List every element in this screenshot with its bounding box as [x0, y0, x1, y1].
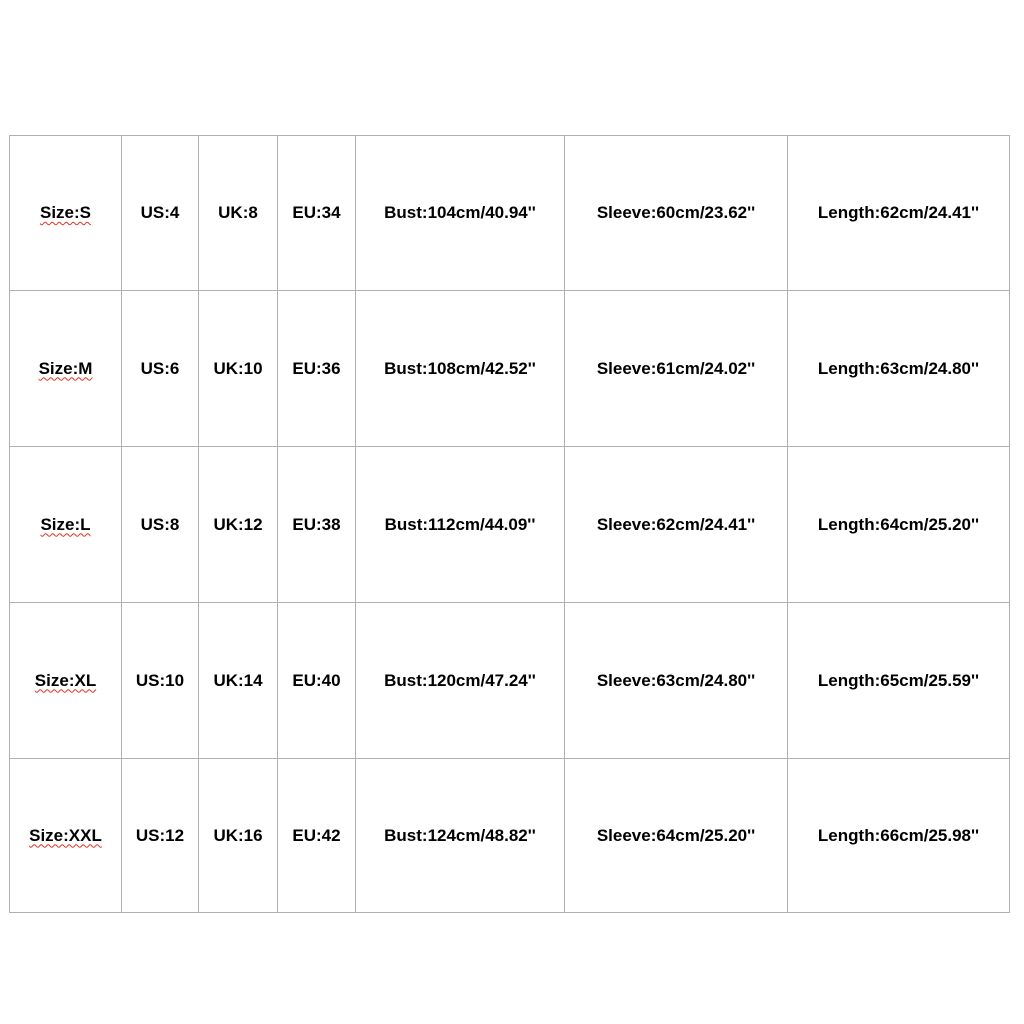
eu-size-cell: EU:42 [278, 759, 356, 913]
length-cell: Length:63cm/24.80'' [788, 291, 1010, 447]
table-row [10, 603, 1010, 759]
size-label: Size:S [39, 203, 92, 222]
uk-size-cell: UK:10 [199, 291, 278, 447]
table-row [10, 759, 1010, 913]
bust-cell: Bust:124cm/48.82'' [356, 759, 565, 913]
us-size-cell: US:6 [122, 291, 199, 447]
sleeve-cell: Sleeve:60cm/23.62'' [565, 136, 788, 291]
table-row [10, 291, 1010, 447]
size-label: Size:XL [34, 670, 97, 690]
size-chart-table [9, 135, 1010, 913]
size-cell [10, 603, 122, 759]
eu-size-cell: EU:38 [278, 447, 356, 603]
table-row [10, 136, 1010, 291]
uk-size-cell: UK:8 [199, 136, 278, 291]
us-size-cell: US:4 [122, 136, 199, 291]
size-cell [10, 136, 122, 291]
sleeve-cell: Sleeve:64cm/25.20'' [565, 759, 788, 913]
length-cell: Length:64cm/25.20'' [788, 447, 1010, 603]
length-cell: Length:62cm/24.41'' [788, 136, 1010, 291]
us-size-cell: US:12 [122, 759, 199, 913]
size-label: Size:L [40, 514, 91, 534]
bust-cell: Bust:120cm/47.24'' [356, 603, 565, 759]
us-size-cell: US:8 [122, 447, 199, 603]
sleeve-cell: Sleeve:62cm/24.41'' [565, 447, 788, 603]
eu-size-cell: EU:34 [278, 136, 356, 291]
size-cell [10, 291, 122, 447]
eu-size-cell: EU:36 [278, 291, 356, 447]
bust-cell: Bust:104cm/40.94'' [356, 136, 565, 291]
sleeve-cell: Sleeve:61cm/24.02'' [565, 291, 788, 447]
size-label: Size:XXL [29, 825, 102, 845]
bust-cell: Bust:108cm/42.52'' [356, 291, 565, 447]
length-cell: Length:66cm/25.98'' [788, 759, 1010, 913]
eu-size-cell: EU:40 [278, 603, 356, 759]
uk-size-cell: UK:14 [199, 603, 278, 759]
bust-cell: Bust:112cm/44.09'' [356, 447, 565, 603]
size-cell [10, 447, 122, 603]
us-size-cell: US:10 [122, 603, 199, 759]
uk-size-cell: UK:16 [199, 759, 278, 913]
table-row [10, 447, 1010, 603]
size-label: Size:M [38, 358, 93, 378]
uk-size-cell: UK:12 [199, 447, 278, 603]
length-cell: Length:65cm/25.59'' [788, 603, 1010, 759]
sleeve-cell: Sleeve:63cm/24.80'' [565, 603, 788, 759]
size-cell [10, 759, 122, 913]
